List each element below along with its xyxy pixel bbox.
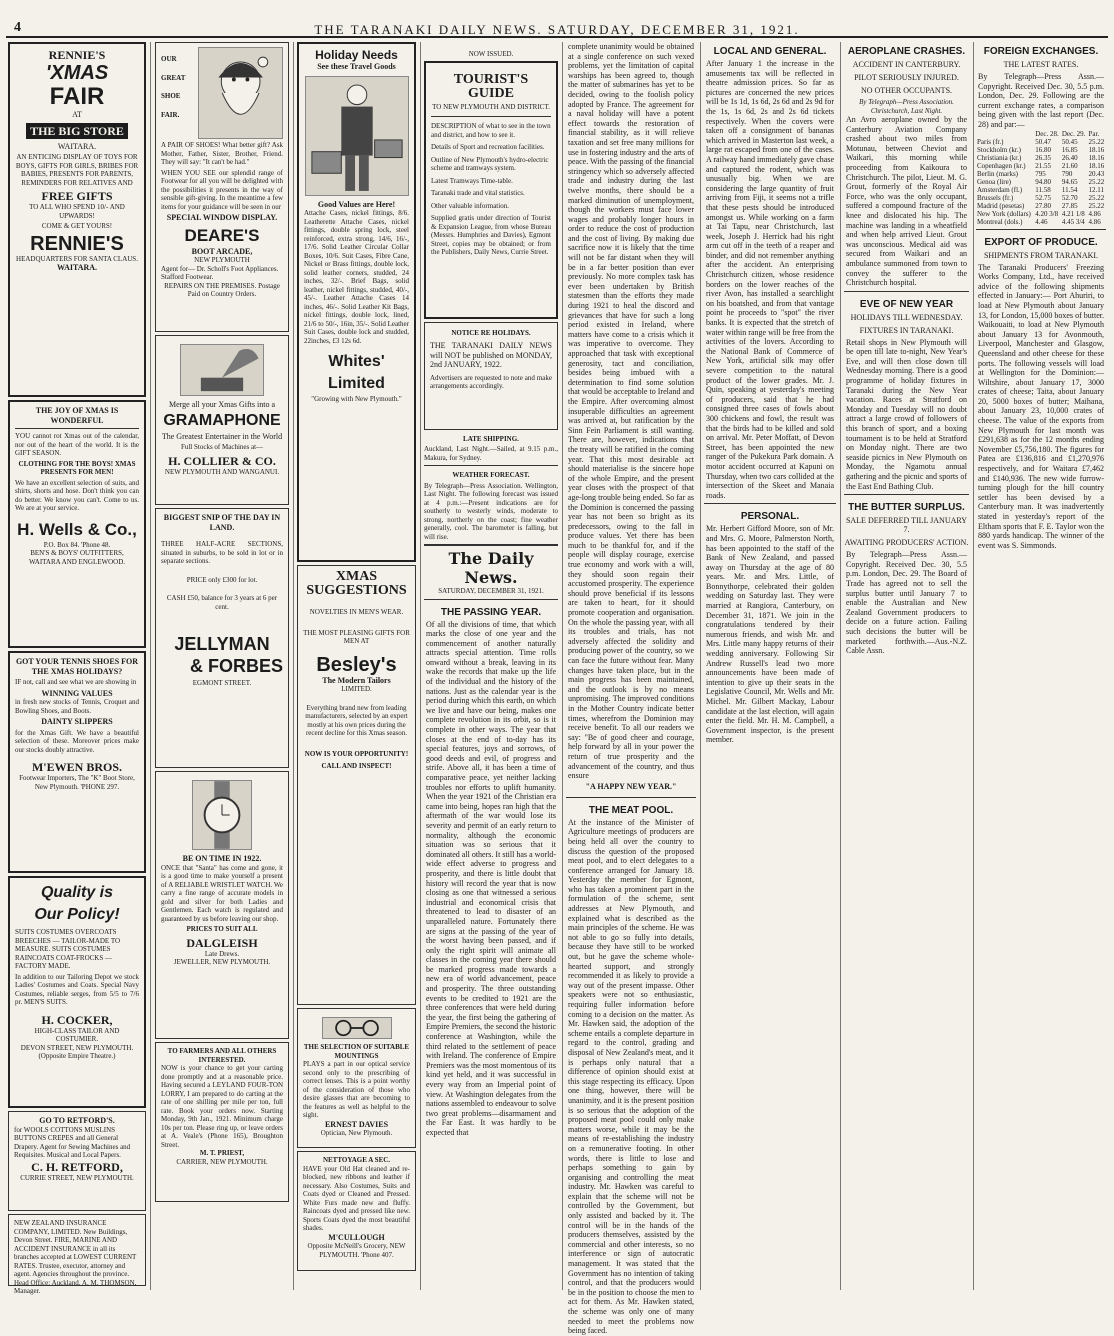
jellyman-cash: CASH £50, balance for 3 years at 6 per cent. — [166, 594, 278, 611]
rennie-fair: FAIR — [49, 83, 105, 110]
exchange-cell: 25.22 — [1088, 177, 1105, 186]
exchange-cell: Genoa (lire) — [977, 177, 1012, 186]
exchange-cell: Paris (fr.) — [977, 137, 1004, 146]
exchange-cell: 27.80 — [1035, 201, 1051, 210]
deare-sub: BOOT ARCADE, — [191, 246, 253, 256]
meat-pool-body: At the instance of the Minister of Agriculture meetings of producers are being held all over the country to discuss the question of the proposed meat pool, and to elect delegates to a conference arranged for January 18. Yesterday the member for Egmont, who has taken a prominent part in the formulation of the scheme, sent addresses at New Plymouth, and explained what is described as the main principles of the scheme. He was not able to go so fully into details, because they have still to be worked out, but he gave the scheme whole-hearted support, and strongly recommended it as likely to provide a way out of the present impasse. Other speakers were not so enthusiastic, requiring fuller information before coming to a decision on the matter. As Mr. Hawken said, the adoption of the scheme entails a complete departure in regard to the control, grading and disposal of New Zealand's meat, and it is perhaps only natural that a difference of opinion should exist at this stage respecting its efficacy. Upon one thing, however, there will be unanimity, and it is the present position is so serious that the adoption of the proposed meat pool could only make matters worse, while it may be the means of re-establishing the industry on a remunerative footing. In other words, there is little to lose and perhaps something to gain by organising and controlling the meat industry. Mr. Hawken was careful to explain that the scheme will not be controlled by the Government, but only assisted and backed by it. The control will be in the hands of the producers themselves, assisted by the commercial and other interests, so no interference or sign of autocratic management. It was stated that the Government has no intention of taking control, and that the producers would be in the position to choose the men to act for them. As Mr. Hawken stated, the scheme was only one of many needed to meet the problems now being faced. — [568, 817, 694, 1336]
divider — [704, 503, 836, 504]
dalgleish-name: DALGLEISH — [186, 935, 258, 950]
exchange-cell: 4.45 3/4 — [1061, 217, 1085, 226]
exchange-cell: 11.54 — [1061, 185, 1078, 194]
exchange-table-row — [976, 138, 1106, 146]
column-rule — [293, 42, 294, 1290]
exchange-cell: 21.55 — [1035, 161, 1051, 170]
rennie-items: AN ENTICING DISPLAY OF TOYS FOR BOYS, GIFTS FOR GIRLS, BRIBES FOR BABIES, PRESENTS FOR PARENTS, REMINDERS FOR RELATIVES AND — [15, 153, 139, 187]
exchange-table-row — [976, 210, 1106, 218]
local-body: After January 1 the increase in the amusements tax will be reflected in theatre admission prices. So far as pictures are concerned the new prices will be 1s 1d, 1s 6d, 2s 6d and 2s 9d for the 1s, 1s 6d, 2s and 2s 6d tickets respectively. When the covers were taken off a consignment of bananas which arrived in Masterton last week, a large rat escaped from one of the cases. A railway hand immediately gave chase and captured the rodent, which was unusually big. When we are considering the large quantity of fruit arriving from Fiji, it seems not a trifle that these pests should be introduced amongst us. While working on a farm at Tai Tapu, near Christchurch, last week, Joseph J. Herrick had his right arm cut off in the teeth of a reaper and binder, and did not remember anything after the accident. An enterprising Christchurch citizen, whose residence borders on the lower reaches of the river Avon, has installed a searchlight on his boatshed, and from that vantage point he proceeds to "spot" the river banks. It is expected that the stretch of water within range will be free from the activities of the lovers. According to the National Bank of Commerce of New York, artificial silk may offer severe competition to the natural product of the lower grades. Mr. J. Quin, speaking at yesterday's meeting of producers, said that he had consigned three cases of fowls about 300 chickens and fowl, the result was that the birds had to be killed and sold on arrival. Mr. Peter Moffatt, of Devon Street, has been appointed the new ranger of the Pukekura Park domain. A motor accident occurred at Kapuni on Thursday, when two cars collided at the intersection of the Skeet and Manaia roads. — [706, 59, 834, 500]
rennie-ad — [8, 42, 146, 397]
mcewen-p1: IF not, call and see what we are showing in — [15, 678, 137, 686]
besley-h2: SUGGESTIONS — [306, 583, 407, 598]
exchange-cell: 18.16 — [1088, 145, 1105, 154]
divider — [424, 544, 558, 546]
daily-news-masthead: The Daily News. — [448, 549, 534, 587]
exchange-cell: 11.58 — [1035, 185, 1051, 194]
mccullough-name: M'CULLOUGH — [328, 1232, 385, 1242]
besley-p4: NOW IS YOUR OPPORTUNITY! — [304, 749, 409, 758]
davies-name: ERNEST DAVIES — [324, 1119, 389, 1129]
besley-p3: Everything brand new from leading manufacturers, selected by an expert mostly at his own prices during the recent decline for this Xmas season. — [305, 703, 408, 737]
dalgleish-sub: Late Drews. — [204, 949, 240, 958]
exchange-cell: 18.16 — [1088, 153, 1105, 162]
exchange-cell: 52.75 — [1035, 193, 1051, 202]
newspaper-title: THE TARANAKI DAILY NEWS. SATURDAY, DECEMBER 31, 1921. — [314, 22, 800, 37]
guide-title: TOURIST'S GUIDE — [453, 71, 529, 101]
exchange-cell: 20.43 — [1088, 169, 1105, 178]
exchange-table-row — [976, 146, 1106, 154]
exchange-cell: 4.86 — [1088, 217, 1101, 226]
divider — [424, 599, 558, 600]
newyear-heading: EVE OF NEW YEAR — [859, 298, 954, 310]
rennie-hq: HEADQUARTERS FOR SANTA CLAUS. — [16, 254, 138, 263]
rennie-title: RENNIE'S — [48, 48, 106, 62]
exchange-cell: 4.20 3/8 — [1035, 209, 1059, 218]
deare-l3: SHOE — [161, 92, 181, 100]
exchange-table-row — [976, 202, 1106, 210]
davies-heading: THE SELECTION OF SUITABLE MOUNTINGS — [303, 1043, 410, 1060]
column-rule — [150, 42, 151, 1290]
passing-continued-body: complete unanimity would be obtained at a single conference on such vexed problems, yet the limitation of capital warships has been agreed to, though the matter of submarines has yet to be decided, owing to the foolish policy adopted by France. The agreement for a naval holiday will have a potent effect towards the restoration of financial stability, as it will relieve taxation and set free many millions for use in fostering industry and the arts of peace. With the passing of the financial stringency which so adversely affected trade and industry during the last twelve months, there should be a marked diminution of unemployment, though the workers must face lower wages and probably longer hours in order to reduce the cost of production and the cost of living. By making due sacrifice now it is likely that the time will not be far distant when they will be in a far better position than ever previously. No more complex task has ever been undertaken by British statesmen than the efforts they made during 1921 to heal the discord and grievances that have for such a long period existed in Ireland, where matters have come to a crisis which it was imperative to overcome. They approached that task with exceptional generosity, tact and conciliation, besides being imbued with a determination to find some solution that would be acceptable to Ireland and the Empire. After overcoming almost insuperable difficulties an agreement was arrived at, but ratification by the Sinn Fein Parliament is still wanting. There are, however, indications that the treaty will be ratified in the coming year. That this most desirable act should materialise is the sincere hope of the whole Empire, and the present year closes with the prospect of that age-long trouble being ended. So far as the Dominion is concerned the passing year has not been so bright as its predecessors, owing to the fall in produce values. Yet there has been much to be thankful for, and if the people will display courage, exercise true economy and work with a will, they should soon regain their accustomed prosperity. The experience should prove beneficial if its lessons are taken to heart, for it should promote cooperation and organisation. On the whole the passing year, with all its troubles and trials, has not adversely affected the solidity and producing power of the country, so we can face the future without fear. Many changes have taken place, but in the main progress has been maintained, and the outlook is by no means unpromising. The improved conditions in the Mother Country indicate better times, wherefrom the Dominion may receive benefit. To all our readers we say: "Be of good cheer and courage, help forward by all in your power the return of true prosperity and the advancement of the country, and thus ensure — [568, 42, 694, 781]
plane-sub3: NO OTHER OCCUPANTS. — [860, 86, 953, 95]
exchange-cell: 26.40 — [1061, 153, 1078, 162]
mcewen-p6: Footwear Importers, The "K" Boot Store, New Plymouth. 'PHONE 297. — [19, 774, 135, 791]
exchange-table-header — [976, 130, 1106, 138]
cocker-q1: Quality is — [40, 884, 114, 901]
column-3 — [297, 42, 416, 1287]
exchange-cell: Madrid (pesetas) — [977, 201, 1025, 210]
jellyman-p1: THREE HALF-ACRE SECTIONS, situated in suburbs, to be sold in lot or in separate sections. — [161, 540, 283, 565]
passing-body: Of all the divisions of time, that which marks the close of one year and the commencement of another naturally attracts special attention. Time rolls onward without a break, leaving in its wake the records that make up the life of the individual and the history of the nations. Just as the calendar year is the period during which this earth, on which we live and have our being, makes one complete revolution in its orbit, so is it complete in other ways. The year that closes at the end of to-day has its special features, joys and sorrows, of good deeds and evil, of progress and strife. Above all, it has been a time of comparative peace, yet neither lacking troubles nor efforts to uplift humanity. When the year 1921 of the Christian era came into being, hopes ran high that the aftermath of the war would lose its severity and permit of an early return to normality, although the economic situation was so serious that it dominated all others. It still has a world-wide effect adverse to progress and prosperity, and there is little doubt that history will record the year that is now closing as one that witnessed a serious industrial and economical crisis that threatened to lead to disaster of an unparalleled nature. Fortunately there are signs at the passing of the year of the worst having been passed, and if only the right spirit will animate all classes in the coming year there should be marked progress made towards a new era of world advancement, peace and prosperity. The three outstanding events to be credited to 1921 are the three conferences that were held during the year, the first being the gathering of Empire Premiers, the second the historic conference at Washington, while the third related to the settlement of peace with Ireland. The conference of Empire Premiers was the most momentous of its kind yet held, and it was successful in every way from an Imperial point of view. At Washington delegates from the nations assembled to endeavour to solve two great problems—disarmament and the Far East. It was hardly to be expected that — [426, 619, 556, 1137]
exchange-cell: 790 — [1061, 169, 1073, 178]
jellyman-name2: & FORBES — [189, 656, 283, 676]
davies-ad — [297, 1008, 416, 1148]
column-rule — [562, 42, 563, 1290]
mcewen-p5: for the Xmas Gift. We have a beautiful selection of these. Moreover prices make our stocks doubly attractive. — [15, 728, 139, 754]
column-7 — [844, 42, 1106, 1287]
wristwatch-illustration — [192, 780, 252, 850]
besley-sub: The Modern Tailors — [322, 675, 391, 685]
exchange-table-body — [976, 138, 1106, 226]
exchange-body: By Telegraph—Press Assn.—Copyright. Received Dec. 30, 5.5 p.m. London, Dec. 29. Following are the current exchange rates, a comparison being given with the last report (Dec. 28) and par:— — [978, 72, 1104, 129]
dalgleish-ad — [155, 771, 289, 1039]
export-body: The Taranaki Producers' Freezing Works Company, Ltd., have received advice of the following shipments effected in January:— Port Ahuriri, to load at New Plymouth about January 13, for London, 15,000 boxes of butter. Waikouaiti, to load at New Plymouth about January 13 for Avonmouth, Liverpool, Manchester and Glasgow, Queensland and other cheese for these ports. The following vessels will load at Wellington for the Dominion:— Wiltshire, about January 17, 3000 crates of cheese; Taita, about January 20, 5000 boxes of butter; Maihana, about January 23, 10,000 crates of cheese. The value of the exports from New Plymouth for last month was £291,638 as for the 12 months ending November £5,756,180. The figures for Patea are £136,816 and £1,270,976 respectively, and for Waitara £7,462 and £140,936. The new wide furrow-turning plough for the hill country settler has been devised by a Canterbury man. It was inadvertently stated in yesterday's report of the Eltham sports that F. E. Taylor won the 880 yards handicap. The winner of the event was S. Simmonds. — [978, 262, 1104, 550]
exchange-cell: 26.35 — [1035, 153, 1051, 162]
column-rule — [840, 42, 841, 1290]
exchange-table-row — [976, 154, 1106, 162]
exchange-cell: 4.46 — [1035, 217, 1048, 226]
besley-p1: NOVELTIES IN MEN'S WEAR. — [309, 608, 404, 616]
exchange-table-row — [976, 178, 1106, 186]
exchange-cell: Copenhagen (kr.) — [977, 161, 1026, 170]
besley-ad — [297, 565, 416, 1005]
whites-tag: "Growing with New Plymouth." — [311, 395, 402, 403]
exchange-cell: 4.86 — [1088, 209, 1101, 218]
dalgleish-prices: PRICES TO SUIT ALL — [186, 925, 258, 933]
jellyman-price: PRICE only £300 for lot. — [186, 575, 258, 584]
divider — [566, 797, 696, 798]
wells-p3: We have an excellent selection of suits, and shirts, shorts and hose. Don't think you can do better. We know you can't. Come to us. We are at your service. — [15, 478, 139, 512]
deare-p2: WHEN YOU SEE our splendid range of Footwear for all you will be delighted with the possibilities it presents in the way of sensible gift-giving. In the meantime a few items for your guidance will be seen in our — [161, 168, 283, 211]
exchange-col: Dec. 29. — [1061, 129, 1086, 138]
besley-p5: CALL AND INSPECT! — [321, 762, 392, 770]
collier-p1: Merge all your Xmas Gifts into a — [168, 400, 276, 409]
wells-line: BEN'S & BOYS' OUTFITTERS, — [30, 549, 124, 557]
leyland-name: M. T. PRIEST, — [199, 1149, 245, 1157]
cocker-rows: SUITS COSTUMES OVERCOATS BREECHES — TAILOR-MADE TO MEASURE. SUITS COSTUMES RAINCOATS COAT-FROCKS — FACTORY MADE. — [15, 928, 121, 970]
exchange-cell: 50.45 — [1061, 137, 1078, 146]
leyland-heading: TO FARMERS AND ALL OTHERS INTERESTED. — [167, 1047, 277, 1064]
guide-item-3: Latest Tramways Time-table. — [431, 176, 513, 185]
exchange-cell: 12.11 — [1088, 185, 1104, 194]
collier-ad — [155, 335, 289, 505]
butter-heading: THE BUTTER SURPLUS. — [848, 502, 965, 514]
exchange-heading: FOREIGN EXCHANGES. — [983, 46, 1099, 57]
deare-ad — [155, 42, 289, 332]
collier-p2: The Greatest Entertainer in the World — [161, 431, 283, 441]
newyear-sub: HOLIDAYS TILL WEDNESDAY. — [850, 312, 963, 322]
wells-addr: WAITARA AND ENGLEWOOD. — [28, 557, 126, 566]
exchange-table-row — [976, 186, 1106, 194]
divider — [424, 465, 558, 466]
guide-item-0: DESCRIPTION of what to see in the town and district, and how to see it. — [431, 122, 551, 139]
plane-by: By Telegraph—Press Association. Christchurch, Last Night. — [859, 98, 954, 115]
exchange-sub: THE LATEST RATES. — [1003, 60, 1079, 69]
exchange-cell: 25.22 — [1088, 193, 1105, 202]
dalgleish-heading: BE ON TIME IN 1922. — [182, 854, 262, 863]
notice-body: THE TARANAKI DAILY NEWS will NOT be published on MONDAY, 2nd JANUARY, 1922. — [430, 341, 552, 369]
mcewen-p4: DAINTY SLIPPERS — [41, 717, 113, 726]
column-7b — [976, 42, 1106, 550]
exchange-cell: Stockholm (kr.) — [977, 145, 1021, 154]
column-7a — [844, 42, 969, 656]
divider — [844, 494, 969, 495]
mcewen-p2: WINNING VALUES — [41, 688, 113, 698]
guide-body: Supplied gratis under direction of Tourist & Expansion League, from whose Bureau (Messrs. Humphries and Davies), Egmont Street, copies may be obtained; or from the Publishers, Daily News, Currie Street. — [431, 214, 551, 256]
whites-h1: Holiday Needs — [315, 48, 398, 62]
gramophone-illustration — [180, 344, 264, 396]
dalgleish-body: ONCE that "Santa" has come and gone, it is a good time to make yourself a present of A RELIABLE WRISTLET WATCH. We carry a fine range of accurate models in gold and silver for both Ladies and Gentlemen. Each watch is regulated and guaranteed by us before leaving our shop. — [161, 863, 283, 923]
export-sub: SHIPMENTS FROM TARANAKI. — [983, 250, 1099, 260]
jellyman-ad — [155, 508, 289, 768]
newyear-body: Retail shops in New Plymouth will be open till late to-night, New Year's Eve, and will then close down till Wednesday morning. There is a good programme of holiday fixtures in Taranaki during the New Year vacation. Races at Stratford on Monday and Tuesday will no doubt attract a large crowd of followers of this branch of sport, and a boxing tournament is to be held at Stratford on Monday night. There are two seaside picnics in New Plymouth on Monday, the Ngamotu annual gathering and the picnic and sports of the East End Bathing Club. — [846, 337, 967, 491]
jellyman-name: JELLYMAN — [174, 634, 270, 654]
exchange-cell: 25.22 — [1088, 137, 1105, 146]
now-issued: NOW ISSUED. — [468, 50, 514, 58]
daily-news-date: SATURDAY, DECEMBER 31, 1921. — [438, 587, 544, 595]
exchange-cell: Montreal (dols.) — [977, 217, 1023, 226]
deare-words — [161, 47, 195, 139]
column-rule — [420, 42, 421, 1290]
leyland-ad — [155, 1042, 289, 1202]
passing-year-continued — [566, 42, 696, 1336]
aeroplane-article — [844, 42, 969, 656]
guide-item-2: Outline of New Plymouth's hydro-electric scheme and tramways system. — [431, 155, 549, 172]
mccullough-heading: NETTOYAGE A SEC. — [322, 1156, 391, 1164]
exchange-cell: 94.80 — [1035, 177, 1051, 186]
deare-l4: FAIR. — [161, 110, 180, 119]
mcewen-ad — [8, 651, 146, 873]
passing-year-article — [424, 603, 558, 1138]
wells-name: H. Wells & Co., — [17, 519, 137, 539]
exchange-cell: 50.47 — [1035, 137, 1051, 146]
rennie-store: THE BIG STORE — [26, 123, 128, 139]
divider — [15, 428, 139, 429]
exchange-cell: 18.16 — [1088, 161, 1105, 170]
guide-item-1: Details of Sport and recreation facilities. — [431, 143, 545, 151]
deare-repairs: REPAIRS ON THE PREMISES. Postage Paid on Country Orders. — [164, 281, 280, 298]
export-heading: EXPORT OF PRODUCE. — [984, 236, 1098, 248]
deare-town: NEW PLYMOUTH — [194, 256, 250, 264]
cocker-l2: HIGH-CLASS TAILOR AND COSTUMIER. — [34, 1026, 120, 1043]
besley-ltd: LIMITED. — [341, 685, 372, 693]
exchange-table-row — [976, 170, 1106, 178]
deare-name: DEARE'S — [184, 225, 260, 245]
rennie-place: WAITARA. — [57, 141, 97, 151]
exchange-table-row — [976, 162, 1106, 170]
divider — [844, 291, 969, 292]
divider — [431, 116, 551, 117]
plane-heading: AEROPLANE CRASHES. — [847, 46, 966, 57]
plane-body: An Avro aeroplane owned by the Canterbury Aviation Company crashed about two miles from Motunau, between Cheviot and Waikari, this morning while proceeding from Kaikoura to Christchurch. The pilot, Lieut. M. G. Grout, formerly of the Royal Air Force, who was the only occupant, suffered a compound fracture of the knee and dislocated his hip. The machine was landing in a wheatfield and when help arrived Lieut. Grout was unconscious. Medical aid was secured from Waikari and an ambulance summoned from town to convey the sufferer to the Christchurch hospital. — [846, 115, 967, 288]
insurance-ad — [8, 1214, 146, 1295]
jellyman-heading: BIGGEST SNIP OF THE DAY IN LAND. — [163, 513, 281, 532]
retford-ad — [8, 1111, 146, 1211]
butter-body: By Telegraph—Press Assn.—Copyright. Received Dec. 30, 5.5 p.m. London, Dec. 29. The Board of Trade has agreed not to sell the surplus butter until January 7 to enable the Australian and New Zealand Government producers to decide on a future action. Failing such decisions the butter will be marketed forthwith.—Aus.-N.Z. Cable Assn. — [846, 550, 967, 656]
retford-heading: GO TO RETFORD'S. — [39, 1116, 115, 1125]
whites-list: Attache Cases, nickel fittings, 8/6. Leatherette Attache Cases, nickel fittings, double spring lock, steel reinforced, extra strong, 14/6, 16/-, 17/6. Solid Leather Circular Collar Boxes, 10/6. Suit Cases, Fibre Cane, Nickel or Brass fittings, double lock, solid leather corners, studded, 24 inches, 32/-. Brief Bags, solid leather, nickel fittings, studded, 40/-, 45/-. Leather Attache Cases 14 inches, 46/-. Solid Leather Kit Bags, nickel fittings, double lock, lined, 21/6 to 50/-, 16in, 35/-. Solid Leather Suit Cases, double lock and studded, 22inches, £3 12s 6d. — [304, 209, 409, 345]
mcewen-name: M'EWEN BROS. — [31, 760, 122, 774]
weather-body: By Telegraph—Press Association. Wellington, Last Night. The following forecast was issued at 4 p.m.:—Present indications are for southerly to westerly winds, moderate to strong, northerly on the coast; fine weather generally, cool. The barometer is falling, but will rise. — [424, 481, 558, 541]
exchange-table-row — [976, 194, 1106, 202]
rennie-come: COME & GET YOURS! — [41, 222, 113, 230]
exchange-cell: 27.85 — [1061, 201, 1078, 210]
besley-h1: XMAS — [335, 569, 378, 584]
exchange-cell: Brussels (fr.) — [977, 193, 1014, 202]
rennie-free-gifts: FREE GIFTS — [41, 189, 113, 203]
spectacles-illustration — [322, 1017, 392, 1039]
local-heading: LOCAL AND GENERAL. — [713, 46, 827, 57]
newyear-sub2: FIXTURES IN TARANAKI. — [859, 325, 954, 335]
cocker-l3: DEVON STREET, NEW PLYMOUTH. — [20, 1043, 134, 1052]
shipping-heading: LATE SHIPPING. — [463, 434, 519, 443]
tourist-guide-ad — [424, 61, 558, 319]
leyland-body: NOW is your chance to get your carting done promptly and at a reasonable price. Having secured a LEYLAND FOUR-TON LORRY, I am prepared to do carting at the rate of one shilling per mile per ton, full rate. Book your orders now. Starting Monday, 9th Jan., 1921. Minimum charge 10s per ton. Please ring up, or leave orders at A. Veale's (Phone 165), Broughton Street. — [161, 1064, 283, 1149]
exchange-cell: 94.65 — [1061, 177, 1078, 186]
deare-p: A PAIR OF SHOES! What better gift? Ask Mother, Father, Sister, Brother, Friend. They will say: "It can't be had." — [161, 141, 283, 166]
whites-ad — [297, 42, 416, 562]
insurance-body: NEW ZEALAND INSURANCE COMPANY, LIMITED. New Buildings, Devon Street. FIRE, MARINE AND ACCIDENT INSURANCE in all its branches accepted at LOWEST CURRENT RATES. Trustee, executor, attorney and agent. Agencies throughout the province. Head Office: Auckland. A. M. THOMSON, Manager. — [14, 1219, 137, 1295]
exchange-cell: 4.21 1/8 — [1061, 209, 1085, 218]
cocker-ad — [8, 876, 146, 1108]
wells-box: P.O. Box 84. 'Phone 48. — [43, 540, 111, 549]
collier-name: GRAMAPHONE — [163, 411, 281, 429]
collier-firm: H. COLLIER & CO. — [168, 453, 276, 468]
plane-sub1: ACCIDENT IN CANTERBURY. — [852, 60, 961, 69]
exchange-cell: 25.22 — [1088, 201, 1105, 210]
besley-name: Besley's — [316, 653, 397, 676]
dalgleish-addr: JEWELLER, NEW PLYMOUTH. — [173, 958, 271, 966]
rennie-store-badge — [15, 120, 139, 142]
column-6 — [704, 42, 836, 1287]
passing-heading: THE PASSING YEAR. — [440, 606, 542, 618]
whites-good: Good Values are Here! — [317, 199, 396, 209]
deare-special: SPECIAL WINDOW DISPLAY. — [166, 213, 278, 222]
wells-ad — [8, 400, 146, 648]
notice-body2: Advertisers are requested to note and make arrangements accordingly. — [430, 373, 552, 390]
exchange-cell: 21.60 — [1061, 161, 1078, 170]
collier-town: NEW PLYMOUTH AND WANGANUI. — [164, 467, 280, 476]
rennie-town: WAITARA. — [56, 263, 98, 272]
leyland-addr: CARRIER, NEW PLYMOUTH. — [176, 1157, 268, 1166]
shipping-body: Auckland, Last Night.—Sailed, at 9.15 p.m., Makura, for Sydney. — [424, 445, 558, 462]
exchange-col: Dec. 28. — [1035, 129, 1059, 138]
exchange-cell: 16.85 — [1061, 145, 1078, 154]
column-rule — [700, 42, 701, 1290]
masthead — [6, 6, 1108, 38]
guide-subtitle: TO NEW PLYMOUTH AND DISTRICT. — [432, 102, 550, 111]
local-general-article — [704, 42, 836, 745]
exchange-cell: New York (dollars) — [977, 209, 1031, 218]
retford-name: C. H. RETFORD, — [31, 1159, 123, 1174]
page-number: 4 — [14, 20, 21, 35]
butter-sub: SALE DEFERRED TILL JANUARY 7. — [845, 516, 968, 535]
collier-p3: Full Stocks of Machines at— — [180, 443, 264, 451]
shipping-article — [424, 433, 558, 542]
column-5 — [566, 42, 696, 1336]
exchange-cell: 52.70 — [1061, 193, 1078, 202]
happy-new-year: "A HAPPY NEW YEAR." — [585, 781, 677, 791]
exchange-col: Par. — [1088, 129, 1100, 138]
rennie-name: RENNIE'S — [30, 232, 124, 255]
column-1 — [8, 42, 146, 1295]
guide-item-5: Other valuable information. — [431, 201, 509, 210]
deare-l1: OUR — [161, 55, 177, 63]
rennie-free-gifts-text: TO ALL WHO SPEND 10/- AND UPWARDS! — [29, 203, 125, 220]
meat-pool-heading: THE MEAT POOL. — [588, 804, 674, 816]
personal-heading: PERSONAL. — [740, 511, 800, 523]
deare-top — [161, 47, 283, 139]
exchange-cell: 795 — [1035, 169, 1046, 178]
davies-sub: Optician, New Plymouth. — [320, 1129, 393, 1137]
personal-body: Mr. Herbert Gifford Moore, son of Mr. and Mrs. G. Moore, Palmerston North, has been appointed to the staff of the Bank of New Zealand, and passed away on Thursday at the age of 80 years. Mr. and Mrs. Little, of Bonnythorpe, celebrated their golden wedding on Saturday last. They were married at Rangiora, Canterbury, on December 31, 1871. We join in the congratulations tendered by their numerous friends, and wish Mr. and Mrs. Little many happy returns of their wedding anniversary. Following Sir Andrew Russell's lead two more announcements have been made of intention to give up their seats in the Legislative Council, Mr. Wells and Mr. Michel. Mr. Gilbert Mackay, Labour candidate at the last election, will again enter the field. Mr. H. M. Campbell, a Government inspector, is the present member. — [706, 524, 834, 745]
plane-sub2: PILOT SERIOUSLY INJURED. — [854, 73, 959, 82]
retford-addr: CURRIE STREET, NEW PLYMOUTH. — [20, 1173, 134, 1182]
wells-joy: THE JOY OF XMAS IS WONDERFUL — [35, 406, 119, 425]
exchange-article — [976, 42, 1106, 550]
mcewen-question: GOT YOUR TENNIS SHOES FOR THE XMAS HOLIDAYS? — [15, 657, 139, 676]
rennie-xmas: 'XMAS — [45, 62, 109, 84]
santa-illustration — [198, 47, 283, 139]
mccullough-ad — [297, 1151, 416, 1271]
besley-p2: THE MOST PLEASING GIFTS FOR MEN AT — [303, 628, 410, 645]
davies-body: PLAYS a part in our optical service second only to the prescribing of correct lenses. This is a point worthy of the consideration of those who desire glasses that are becoming to the features as well as helpful to the sight. — [303, 1060, 410, 1119]
cocker-l4: (Opposite Empire Theatre.) — [38, 1052, 116, 1060]
mccullough-body: HAVE your Old Hat cleaned and re-blocked, new ribbons and leather if necessary. Also Costumes, Suits and Coats dyed or Cleaned and Pressed. White Furs made new and fluffy. Raincoats dyed and pressed like new. Sports Coats dyed the most beautiful shades. — [303, 1164, 410, 1232]
exchange-table-row — [976, 218, 1106, 226]
rennie-at: AT — [72, 110, 82, 119]
notice-heading: NOTICE RE HOLIDAYS. — [451, 328, 531, 337]
weather-heading: WEATHER FORECAST. — [452, 471, 530, 479]
retford-body: for WOOLS COTTONS MUSLINS BUTTONS CREPES and all General Drapery. Agent for Sewing Machines and Requisites. Musical and Local Papers. — [14, 1125, 131, 1159]
column-4 — [424, 42, 558, 1287]
guide-item-4: Taranaki trade and vital statistics. — [431, 189, 525, 197]
exchange-cell: Berlin (marks) — [977, 169, 1019, 178]
mcewen-p3: in fresh new stocks of Tennis, Croquet and Bowling Shoes, and Boots. — [15, 698, 139, 715]
jellyman-street: EGMONT STREET. — [192, 679, 252, 687]
exchange-table — [976, 130, 1106, 226]
exchange-cell: Christiania (kr.) — [977, 153, 1022, 162]
deare-agent: Agent for— Dr. Scholl's Foot Appliances. Stafford Footwear. — [161, 264, 279, 281]
cocker-name: H. COCKER, — [41, 1012, 113, 1027]
exchange-cell: 16.80 — [1035, 145, 1051, 154]
mccullough-addr: Opposite McNeill's Grocery, NEW PLYMOUTH. 'Phone 407. — [307, 1242, 406, 1259]
exchange-cell: Amsterdam (fl.) — [977, 185, 1023, 194]
wells-p2: CLOTHING FOR THE BOYS! XMAS PRESENTS FOR MEN! — [18, 459, 136, 476]
butter-sub2: AWAITING PRODUCERS' ACTION. — [844, 538, 969, 548]
deare-l2: GREAT — [161, 73, 186, 82]
holiday-notice — [424, 322, 558, 430]
divider — [976, 229, 1106, 230]
cocker-note: In addition to our Tailoring Depot we stock Ladies' Costumes and Coats. Special Navy Costumes, reliable serges, from 5/5 to 7/6 pr. MEN'S SUITS. — [15, 972, 139, 1006]
cocker-q2: Our Policy! — [34, 906, 120, 923]
whites-h2: See these Travel Goods — [317, 62, 396, 71]
column-2 — [155, 42, 289, 1287]
exchange-col — [976, 130, 1034, 138]
wells-p1: YOU cannot rot Xmas out of the calendar, nor out of the heart of the world. It is the GIFT SEASON. — [15, 432, 139, 457]
whites-name: Whites' Limited — [328, 353, 385, 392]
traveller-illustration — [305, 76, 409, 196]
